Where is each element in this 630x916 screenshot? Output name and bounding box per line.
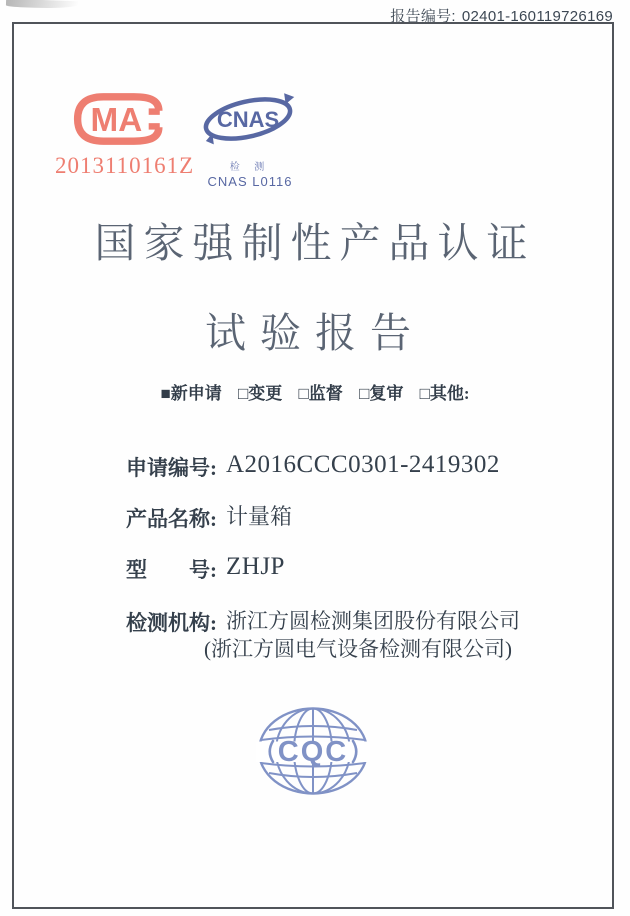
checkbox-other: □其他:: [419, 384, 470, 403]
field-label: 检测机构:: [126, 611, 217, 635]
document-title-line2: 试验报告: [205, 310, 425, 356]
cnas-mark-icon: [201, 86, 299, 152]
field-label: 型 号:: [126, 558, 217, 582]
field-label: 申请编号:: [126, 456, 217, 480]
scan-artifact: [6, 0, 78, 9]
cma-certificate-code: 2013110161Z: [55, 153, 195, 178]
checkbox-review: □复审: [359, 384, 404, 403]
field-model: [126, 554, 285, 584]
cnas-letters: CNAS: [216, 107, 280, 132]
checkbox-new-application: ■新申请: [160, 384, 222, 403]
cma-letters: MA: [90, 102, 143, 139]
checkbox-supervision: □监督: [298, 384, 343, 403]
field-value: ZHJP: [226, 553, 285, 580]
cqc-globe-icon: [256, 706, 370, 796]
field-value: 计量箱: [226, 504, 293, 529]
cnas-accreditation-number: CNAS L0116: [207, 174, 293, 189]
application-type-row: [0, 379, 630, 404]
cqc-letters: CQC: [277, 736, 349, 768]
cqc-logo: [256, 706, 370, 796]
cma-logo: [55, 93, 195, 179]
checkbox-change: □变更: [238, 384, 283, 403]
field-product-name: [126, 503, 292, 533]
cnas-caption: 检 测: [229, 162, 271, 173]
testing-org-line2: (浙江方圆电气设备检测有限公司): [204, 637, 512, 661]
field-value: [204, 607, 520, 663]
field-testing-organization: [126, 607, 520, 663]
field-application-number: [126, 452, 500, 482]
cnas-logo: [198, 86, 302, 189]
cma-mark-icon: [73, 93, 169, 145]
report-number-label: 报告编号:: [390, 8, 456, 25]
report-number-value: 02401-160119726169: [461, 8, 613, 25]
testing-org-line1: 浙江方圆检测集团股份有限公司: [226, 609, 520, 633]
document-title-line1: 国家强制性产品认证: [94, 220, 536, 266]
field-label: 产品名称:: [126, 507, 217, 531]
field-value: A2016CCC0301-2419302: [226, 451, 500, 478]
